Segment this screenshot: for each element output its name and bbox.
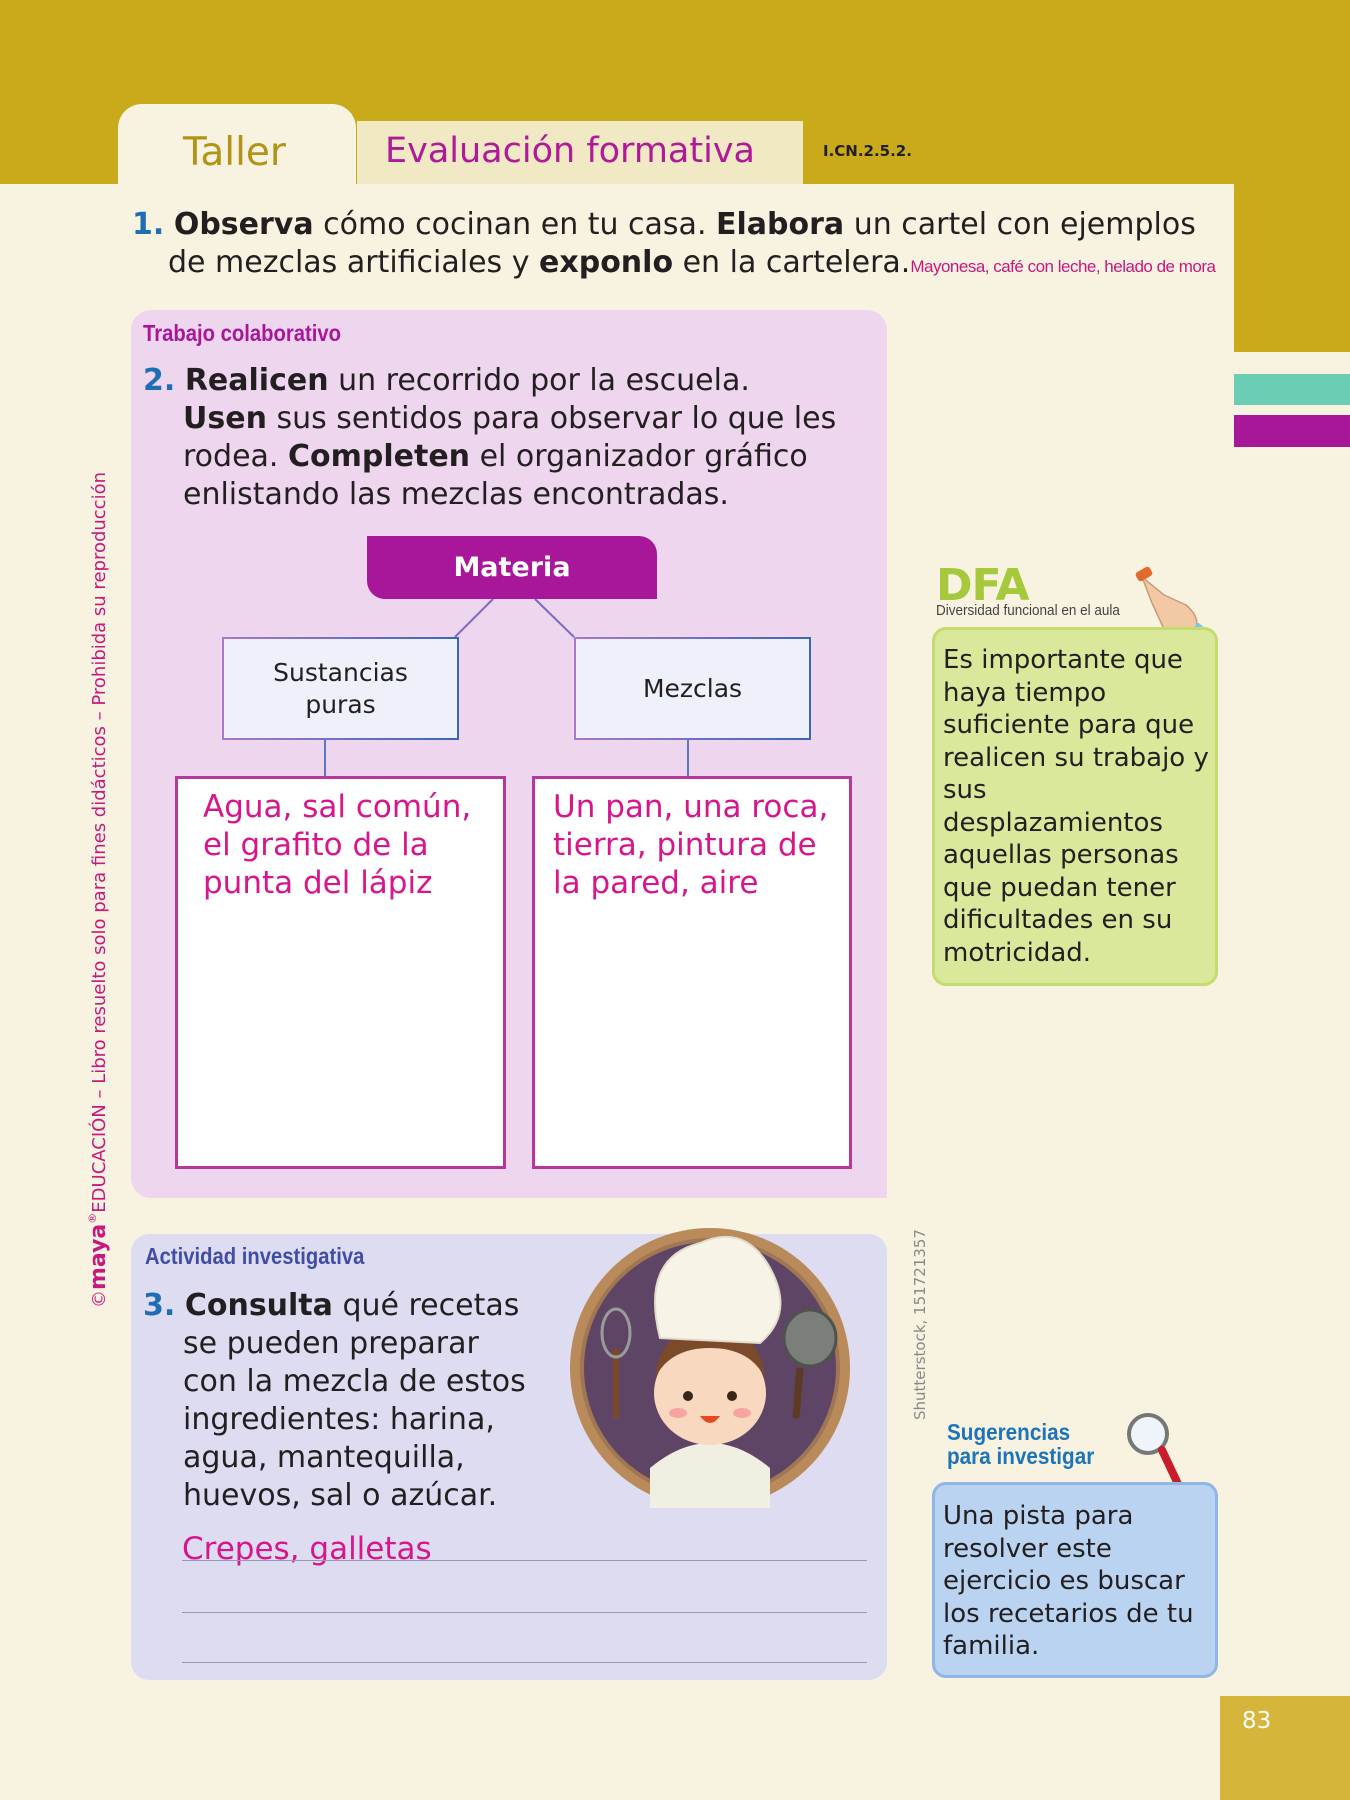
question-text: ingredientes: harina, bbox=[183, 1402, 495, 1437]
question-text: en la cartelera. bbox=[673, 245, 911, 280]
verb: Observa bbox=[173, 207, 314, 242]
chef-illustration bbox=[560, 1218, 860, 1510]
question-text: un cartel con ejemplos bbox=[844, 207, 1196, 242]
answer-line[interactable] bbox=[182, 1612, 867, 1613]
registered-icon: ® bbox=[86, 1212, 99, 1224]
organizer-root: Materia bbox=[367, 536, 657, 599]
dfa-note-text: Es importante que haya tiempo suficiente para que realicen su trabajo y sus desplazamientos aquellas personas que puedan tener dificultades en su motricidad. bbox=[943, 645, 1209, 968]
verb: Completen bbox=[288, 439, 471, 474]
collaborative-label: Trabajo colaborativo bbox=[143, 320, 341, 346]
indicator-code: I.CN.2.5.2. bbox=[823, 142, 912, 160]
dfa-title: DFA bbox=[936, 560, 1029, 611]
question-text: rodea. bbox=[183, 439, 288, 474]
question-text: enlistando las mezclas encontradas. bbox=[183, 477, 729, 512]
research-label: Actividad investigativa bbox=[145, 1243, 365, 1269]
dfa-subtitle: Diversidad funcional en el aula bbox=[936, 602, 1120, 619]
verb: Usen bbox=[183, 401, 267, 436]
question-text: de mezclas artificiales y bbox=[168, 245, 540, 280]
verb: Realicen bbox=[184, 363, 329, 398]
question-text: con la mezcla de estos bbox=[183, 1364, 526, 1399]
organizer-category-pure-substances bbox=[222, 637, 459, 740]
category-label: Sustancias puras bbox=[273, 657, 408, 719]
copyright-symbol: © bbox=[89, 1290, 110, 1308]
connector-line bbox=[535, 599, 574, 637]
organizer-category-mixtures bbox=[574, 637, 811, 740]
question-number: 3. bbox=[143, 1288, 176, 1323]
question-number: 1. bbox=[132, 207, 165, 242]
suggestions-text: Una pista para resolver este ejercicio es buscar los recetarios de tu familia. bbox=[943, 1501, 1194, 1661]
page-number: 83 bbox=[1242, 1708, 1272, 1734]
question-3-answer: Crepes, galletas bbox=[182, 1531, 432, 1567]
suggestions-title bbox=[947, 1420, 1094, 1468]
answer-line[interactable] bbox=[182, 1662, 867, 1663]
side-copyright bbox=[86, 472, 111, 1308]
category-label: Mezclas bbox=[642, 673, 743, 703]
answer-pure-substances: Agua, sal común, el grafito de la punta del lápiz bbox=[203, 789, 472, 901]
question-text: qué recetas bbox=[332, 1288, 520, 1323]
image-credit: Shutterstock, 151721357 bbox=[911, 1229, 929, 1420]
verb: Elabora bbox=[716, 207, 845, 242]
question-number: 2. bbox=[143, 363, 176, 398]
question-text: cómo cocinan en tu casa. bbox=[313, 207, 717, 242]
answer-line[interactable] bbox=[182, 1560, 867, 1561]
verb: Consulta bbox=[184, 1288, 333, 1323]
magnifying-glass-icon bbox=[1124, 1410, 1184, 1490]
question-3 bbox=[143, 1287, 563, 1515]
connector-line bbox=[455, 599, 493, 637]
page-number-box bbox=[1220, 1696, 1350, 1800]
question-text: un recorrido por la escuela. bbox=[328, 363, 750, 398]
verb: exponlo bbox=[539, 245, 674, 280]
question-text: agua, mantequilla, bbox=[183, 1440, 465, 1475]
question-text: se pueden preparar bbox=[183, 1326, 479, 1361]
tab-taller-label: Taller bbox=[183, 130, 286, 175]
question-text: el organizador gráfico bbox=[470, 439, 808, 474]
copyright-text: EDUCACIÓN – Libro resuelto solo para fines didácticos – Prohibida su reproducción bbox=[89, 471, 110, 1213]
brand-logo: maya bbox=[86, 1223, 111, 1290]
suggestions-title-line: para investigar bbox=[947, 1443, 1095, 1469]
question-1-answer: Mayonesa, café con leche, helado de mora bbox=[910, 257, 1216, 276]
question-text: huevos, sal o azúcar. bbox=[183, 1478, 498, 1513]
question-text: sus sentidos para observar lo que les bbox=[266, 401, 837, 436]
answer-mixtures: Un pan, una roca, tierra, pintura de la pared, aire bbox=[553, 789, 829, 901]
suggestions-title-line: Sugerencias bbox=[947, 1419, 1071, 1445]
tab-evaluacion-label: Evaluación formativa bbox=[385, 131, 755, 171]
